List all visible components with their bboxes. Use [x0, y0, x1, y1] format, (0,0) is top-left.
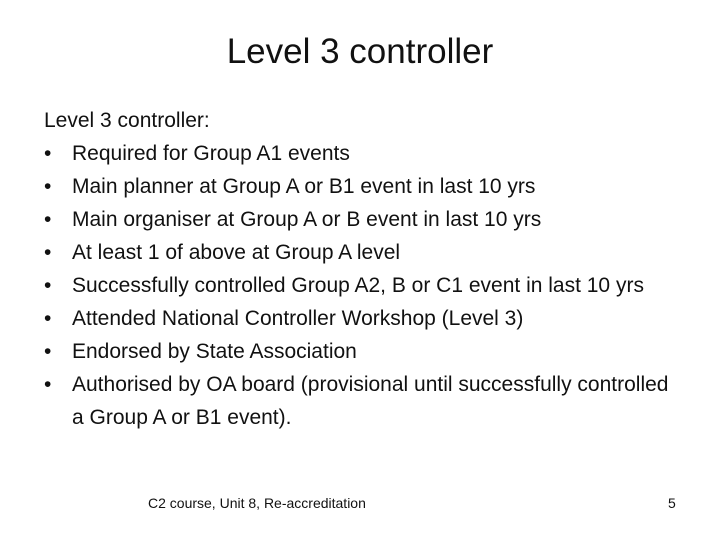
bullet-icon: •: [44, 373, 52, 396]
bullet-text: Authorised by OA board (provisional until successfully controlled a Group A or B1 event).: [72, 373, 669, 429]
list-item: [44, 236, 684, 269]
footer-course-text: C2 course, Unit 8, Re-accreditation: [148, 495, 366, 511]
list-item: [44, 335, 684, 368]
bullet-icon: •: [44, 274, 52, 297]
page-number: 5: [668, 495, 676, 511]
bullet-icon: •: [44, 142, 52, 165]
bullet-icon: •: [44, 241, 52, 264]
bullet-icon: •: [44, 208, 52, 231]
list-item: [44, 269, 684, 302]
intro-text: Level 3 controller:: [44, 109, 210, 132]
bullet-text: Endorsed by State Association: [72, 340, 357, 363]
bullet-text: Main planner at Group A or B1 event in last 10 yrs: [72, 175, 536, 198]
bullet-icon: •: [44, 175, 52, 198]
bullet-icon: •: [44, 340, 52, 363]
slide-body: [44, 104, 684, 434]
bullet-text: Main organiser at Group A or B event in last 10 yrs: [72, 208, 542, 231]
bullet-icon: •: [44, 307, 52, 330]
bullet-list: [44, 137, 684, 434]
bullet-text: Required for Group A1 events: [72, 142, 350, 165]
bullet-text: At least 1 of above at Group A level: [72, 241, 401, 264]
list-item: [44, 170, 684, 203]
bullet-text: Successfully controlled Group A2, B or C1 event in last 10 yrs: [72, 274, 644, 297]
list-item: [44, 302, 684, 335]
slide-title: Level 3 controller: [226, 32, 494, 71]
list-item: [44, 203, 684, 236]
bullet-text: Attended National Controller Workshop (Level 3): [72, 307, 524, 330]
list-item: [44, 137, 684, 170]
list-item: [44, 368, 684, 434]
